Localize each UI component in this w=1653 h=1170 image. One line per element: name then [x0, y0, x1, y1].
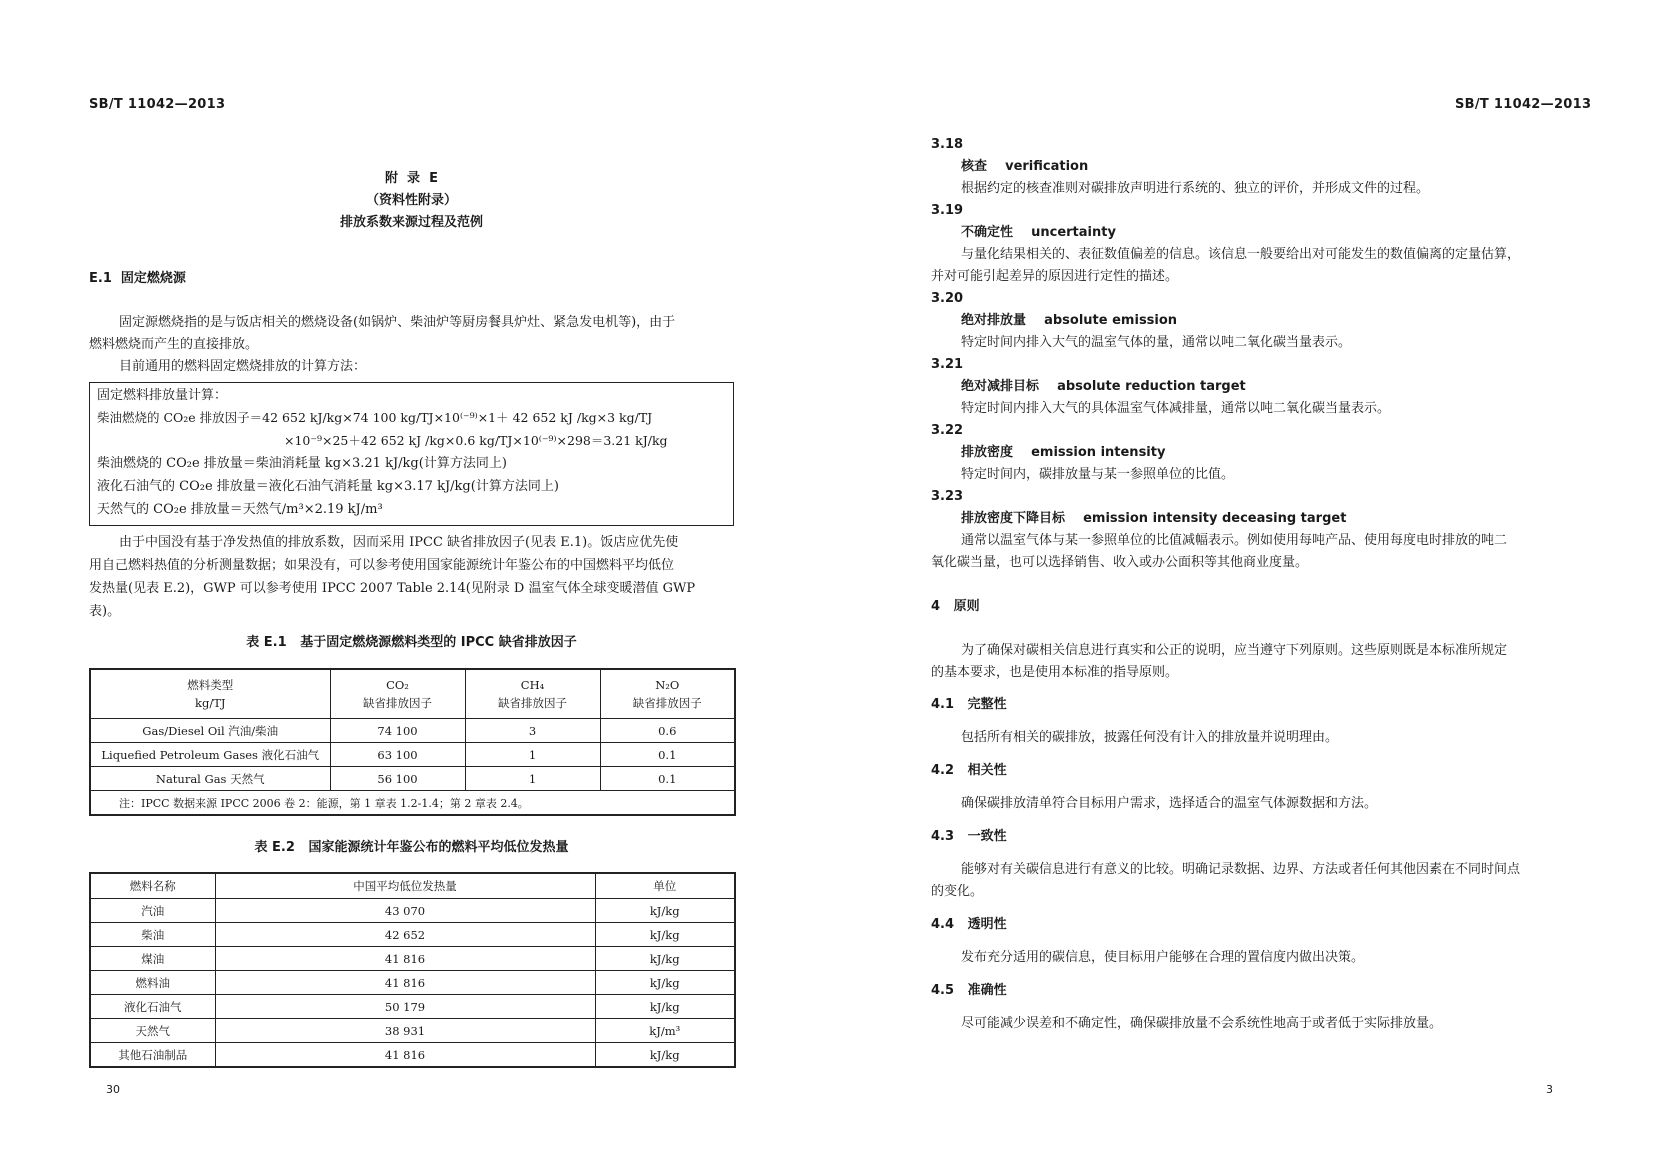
term-3-19-definition-line1: 与量化结果相关的、表征数值偏差的信息。该信息一般要给出对可能发生的数值偏离的定量估算，	[961, 247, 1521, 262]
table-row	[90, 719, 735, 743]
table-cell: Natural Gas 天然气	[90, 767, 330, 791]
section-4-3-para-line1: 能够对有关碳信息进行有意义的比较。明确记录数据、边界、方法或者任何其他因素在不同时间点	[961, 862, 1521, 877]
para2: 目前通用的燃料固定燃烧排放的计算方法：	[119, 359, 367, 374]
table2-caption: 表 E.2 国家能源统计年鉴公布的燃料平均低位发热量	[254, 840, 569, 855]
section-4-para-line1: 为了确保对碳相关信息进行真实和公正的说明，应当遵守下列原则。这些原则既是本标准所规定	[961, 643, 1508, 658]
table-cell: 38 931	[215, 1019, 595, 1043]
table-cell: 其他石油制品	[90, 1043, 215, 1068]
term-3-20-number: 3.20	[931, 291, 964, 306]
para3-line4: 表)。	[89, 604, 121, 619]
table-cell: 0.1	[600, 743, 735, 767]
table1-caption: 表 E.1 基于固定燃烧源燃料类型的 IPCC 缺省排放因子	[246, 635, 577, 650]
table-cell: kJ/kg	[595, 995, 735, 1019]
table-cell: 42 652	[215, 923, 595, 947]
term-3-23-definition-line2: 氧化碳当量，也可以选择销售、收入或办公面积等其他商业度量。	[931, 555, 1309, 570]
term-3-18-title: 核查 verification	[961, 159, 1089, 174]
section-4-5-heading: 4.5 准确性	[931, 983, 1007, 998]
table-cell: 63 100	[330, 743, 465, 767]
table-cell: 燃料油	[90, 971, 215, 995]
table2-header-row	[90, 873, 735, 899]
table-cell: 1	[465, 767, 600, 791]
term-3-20-title: 绝对排放量 absolute emission	[961, 313, 1178, 328]
section-4-heading: 4 原则	[931, 599, 980, 614]
section-4-1-heading: 4.1 完整性	[931, 697, 1007, 712]
section-e1-heading: E.1 固定燃烧源	[89, 271, 186, 286]
table-row	[90, 995, 735, 1019]
formula-line1: 固定燃料排放量计算：	[97, 388, 228, 403]
table-cell: 汽油	[90, 899, 215, 923]
table-cell: kJ/m³	[595, 1019, 735, 1043]
annex-title: 附 录 E	[385, 171, 438, 186]
annex-subtitle: 排放系数来源过程及范例	[339, 215, 483, 230]
term-3-22-number: 3.22	[931, 423, 964, 438]
para1-line2: 燃料燃烧而产生的直接排放。	[89, 337, 259, 352]
section-4-2-heading: 4.2 相关性	[931, 763, 1007, 778]
table-row	[90, 743, 735, 767]
left-page-header: SB/T 11042—2013	[89, 97, 226, 112]
formula-line3: ×10⁻⁹×25＋42 652 kJ /kg×0.6 kg/TJ×10⁽⁻⁹⁾×298＝3.21 kJ/kg	[284, 433, 668, 448]
term-3-23-number: 3.23	[931, 489, 964, 504]
term-3-18-definition: 根据约定的核查准则对碳排放声明进行系统的、独立的评价，并形成文件的过程。	[961, 181, 1430, 196]
table1-note: 注：IPCC 数据来源 IPCC 2006 卷 2：能源，第 1 章表 1.2-1.4；第 2 章表 2.4。	[90, 791, 735, 816]
table-cell: 43 070	[215, 899, 595, 923]
table1-header-cell: 燃料类型 kg/TJ	[90, 669, 330, 719]
table-cell: Gas/Diesel Oil 汽油/柴油	[90, 719, 330, 743]
table-cell: kJ/kg	[595, 923, 735, 947]
table1-header-cell: CO₂ 缺省排放因子	[330, 669, 465, 719]
table-cell: 41 816	[215, 971, 595, 995]
table1-header-cell: N₂O 缺省排放因子	[600, 669, 735, 719]
term-3-19-definition-line2: 并对可能引起差异的原因进行定性的描述。	[931, 269, 1179, 284]
term-3-21-definition: 特定时间内排入大气的具体温室气体减排量，通常以吨二氧化碳当量表示。	[961, 401, 1391, 416]
table-cell: Liquefied Petroleum Gases 液化石油气	[90, 743, 330, 767]
section-4-3-heading: 4.3 一致性	[931, 829, 1007, 844]
formula-line2: 柴油燃烧的 CO₂e 排放因子＝42 652 kJ/kg×74 100 kg/TJ×10⁽⁻⁹⁾×1＋ 42 652 kJ /kg×3 kg/TJ	[97, 410, 653, 425]
term-3-23-definition-line1: 通常以温室气体与某一参照单位的比值减幅表示。例如使用每吨产品、使用每度电时排放的吨二	[961, 533, 1508, 548]
term-3-19-number: 3.19	[931, 203, 964, 218]
term-3-23-title: 排放密度下降目标 emission intensity deceasing target	[961, 511, 1347, 526]
term-3-22-title: 排放密度 emission intensity	[961, 445, 1166, 460]
table-cell: kJ/kg	[595, 947, 735, 971]
table2-header-cell: 中国平均低位发热量	[215, 873, 595, 899]
table2-header-cell: 单位	[595, 873, 735, 899]
term-3-19-title: 不确定性 uncertainty	[961, 225, 1116, 240]
section-4-2-para: 确保碳排放清单符合目标用户需求，选择适合的温室气体源数据和方法。	[961, 796, 1378, 811]
section-4-4-para: 发布充分适用的碳信息，使目标用户能够在合理的置信度内做出决策。	[961, 950, 1365, 965]
right-page-number: 3	[1546, 1083, 1553, 1096]
table-row	[90, 971, 735, 995]
para1-line1: 固定源燃烧指的是与饭店相关的燃烧设备(如锅炉、柴油炉等厨房餐具炉灶、紧急发电机等)，由于	[119, 315, 676, 330]
table1-header-cell: CH₄ 缺省排放因子	[465, 669, 600, 719]
table-row	[90, 767, 735, 791]
para3-line1: 由于中国没有基于净发热值的排放系数，因而采用 IPCC 缺省排放因子(见表 E.1)。饭店应优先使	[119, 535, 679, 550]
term-3-20-definition: 特定时间内排入大气的温室气体的量，通常以吨二氧化碳当量表示。	[961, 335, 1352, 350]
table-e1	[89, 668, 736, 816]
formula-line6: 天然气的 CO₂e 排放量＝天然气/m³×2.19 kJ/m³	[97, 502, 383, 517]
table-cell: 煤油	[90, 947, 215, 971]
table-cell: kJ/kg	[595, 1043, 735, 1068]
table1-note-row	[90, 791, 735, 816]
table2-header-cell: 燃料名称	[90, 873, 215, 899]
table-row	[90, 1019, 735, 1043]
table-cell: 3	[465, 719, 600, 743]
table-row	[90, 947, 735, 971]
left-page-number: 30	[106, 1083, 120, 1096]
table-cell: kJ/kg	[595, 899, 735, 923]
formula-line4: 柴油燃烧的 CO₂e 排放量＝柴油消耗量 kg×3.21 kJ/kg(计算方法同上)	[97, 456, 507, 471]
section-4-para-line2: 的基本要求，也是使用本标准的指导原则。	[931, 665, 1179, 680]
term-3-18-number: 3.18	[931, 137, 964, 152]
table-row	[90, 899, 735, 923]
table-cell: 柴油	[90, 923, 215, 947]
right-page-header: SB/T 11042—2013	[1455, 97, 1592, 112]
term-3-21-number: 3.21	[931, 357, 964, 372]
table-cell: 1	[465, 743, 600, 767]
table-cell: 56 100	[330, 767, 465, 791]
table-cell: 50 179	[215, 995, 595, 1019]
table-cell: 0.1	[600, 767, 735, 791]
table-row	[90, 1043, 735, 1068]
table-cell: 天然气	[90, 1019, 215, 1043]
annex-type: （资料性附录）	[365, 193, 457, 208]
section-4-5-para: 尽可能减少误差和不确定性，确保碳排放量不会系统性地高于或者低于实际排放量。	[961, 1016, 1443, 1031]
para3-line3: 发热量(见表 E.2)，GWP 可以参考使用 IPCC 2007 Table 2.14(见附录 D 温室气体全球变暖潜值 GWP	[89, 581, 696, 596]
section-4-4-heading: 4.4 透明性	[931, 917, 1007, 932]
table-cell: kJ/kg	[595, 971, 735, 995]
table-cell: 74 100	[330, 719, 465, 743]
table-cell: 41 816	[215, 1043, 595, 1068]
table-cell: 0.6	[600, 719, 735, 743]
term-3-21-title: 绝对减排目标 absolute reduction target	[961, 379, 1246, 394]
section-4-3-para-line2: 的变化。	[931, 884, 984, 899]
table-e2	[89, 872, 736, 1068]
para3-line2: 用自己燃料热值的分析测量数据；如果没有，可以参考使用国家能源统计年鉴公布的中国燃料平均低位	[89, 558, 675, 573]
table1-header-row	[90, 669, 735, 719]
table-cell: 液化石油气	[90, 995, 215, 1019]
section-4-1-para: 包括所有相关的碳排放，披露任何没有计入的排放量并说明理由。	[961, 730, 1339, 745]
table-row	[90, 923, 735, 947]
table-cell: 41 816	[215, 947, 595, 971]
formula-line5: 液化石油气的 CO₂e 排放量＝液化石油气消耗量 kg×3.17 kJ/kg(计算方法同上)	[97, 479, 559, 494]
term-3-22-definition: 特定时间内，碳排放量与某一参照单位的比值。	[961, 467, 1235, 482]
